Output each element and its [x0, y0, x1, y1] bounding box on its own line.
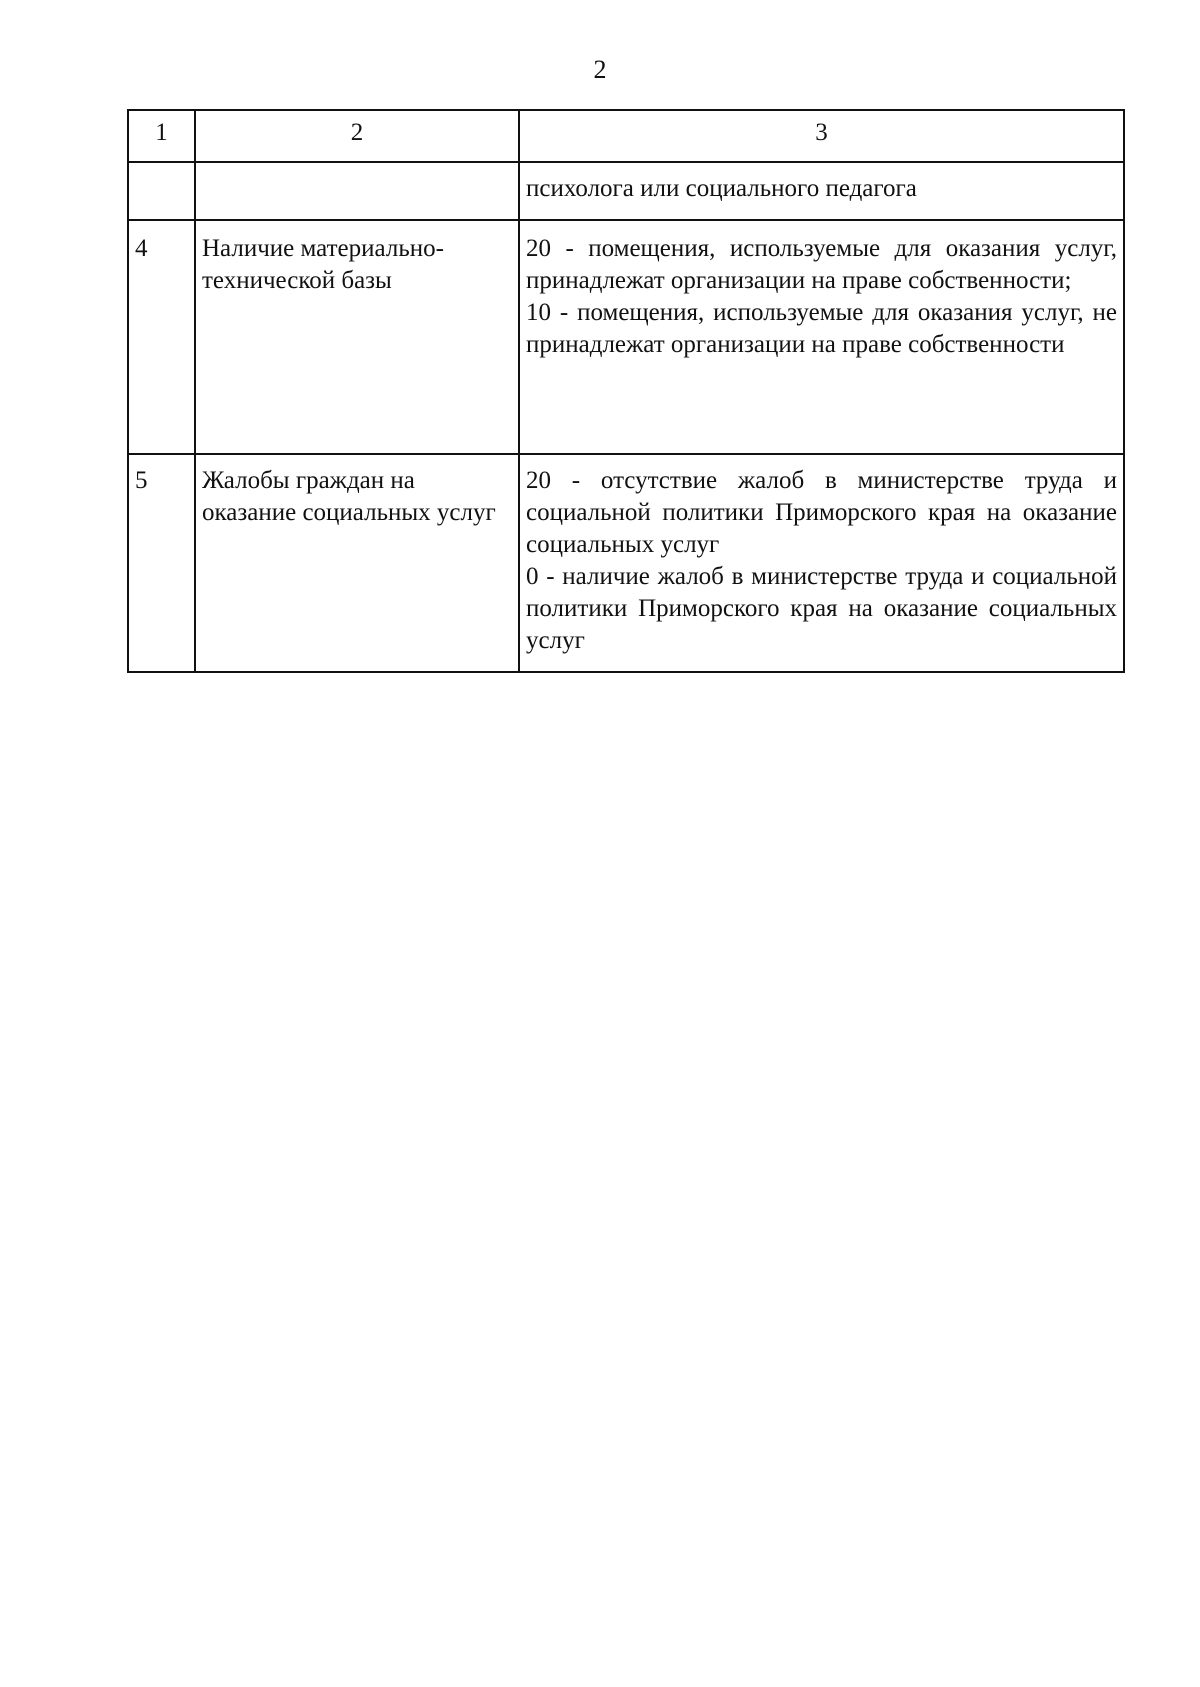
table-row-5: [128, 454, 1124, 672]
row-number-cell: 4: [128, 220, 195, 454]
points-paragraph: 0 - наличие жалоб в министерстве труда и социальной политики Приморского края на оказание социальных услуг: [526, 563, 1117, 654]
criterion-cell: Жалобы граждан на оказание социальных услуг: [195, 454, 519, 672]
header-cell-1: 1: [128, 110, 195, 162]
points-cell: [519, 454, 1124, 672]
row-number-cell: [128, 162, 195, 220]
table-header-row: [128, 110, 1124, 162]
points-paragraph: 10 - помещения, используемые для оказания услуг, не принадлежат организации на праве собственности: [526, 299, 1117, 358]
criterion-cell: Наличие материально-технической базы: [195, 220, 519, 454]
criterion-cell: [195, 162, 519, 220]
points-paragraph: 20 - отсутствие жалоб в министерстве труда и социальной политики Приморского края на оказание социальных услуг: [526, 467, 1117, 558]
points-paragraph: 20 - помещения, используемые для оказания услуг, принадлежат организации на праве собственности;: [526, 235, 1117, 294]
header-cell-2: 2: [195, 110, 519, 162]
row-number-cell: 5: [128, 454, 195, 672]
page-number: 2: [593, 55, 607, 84]
points-cell: [519, 220, 1124, 454]
table-row-4: [128, 220, 1124, 454]
description-cell: психолога или социального педагога: [519, 162, 1124, 220]
header-cell-3: 3: [519, 110, 1124, 162]
criteria-table: [127, 109, 1125, 673]
table-row-continuation: [128, 162, 1124, 220]
